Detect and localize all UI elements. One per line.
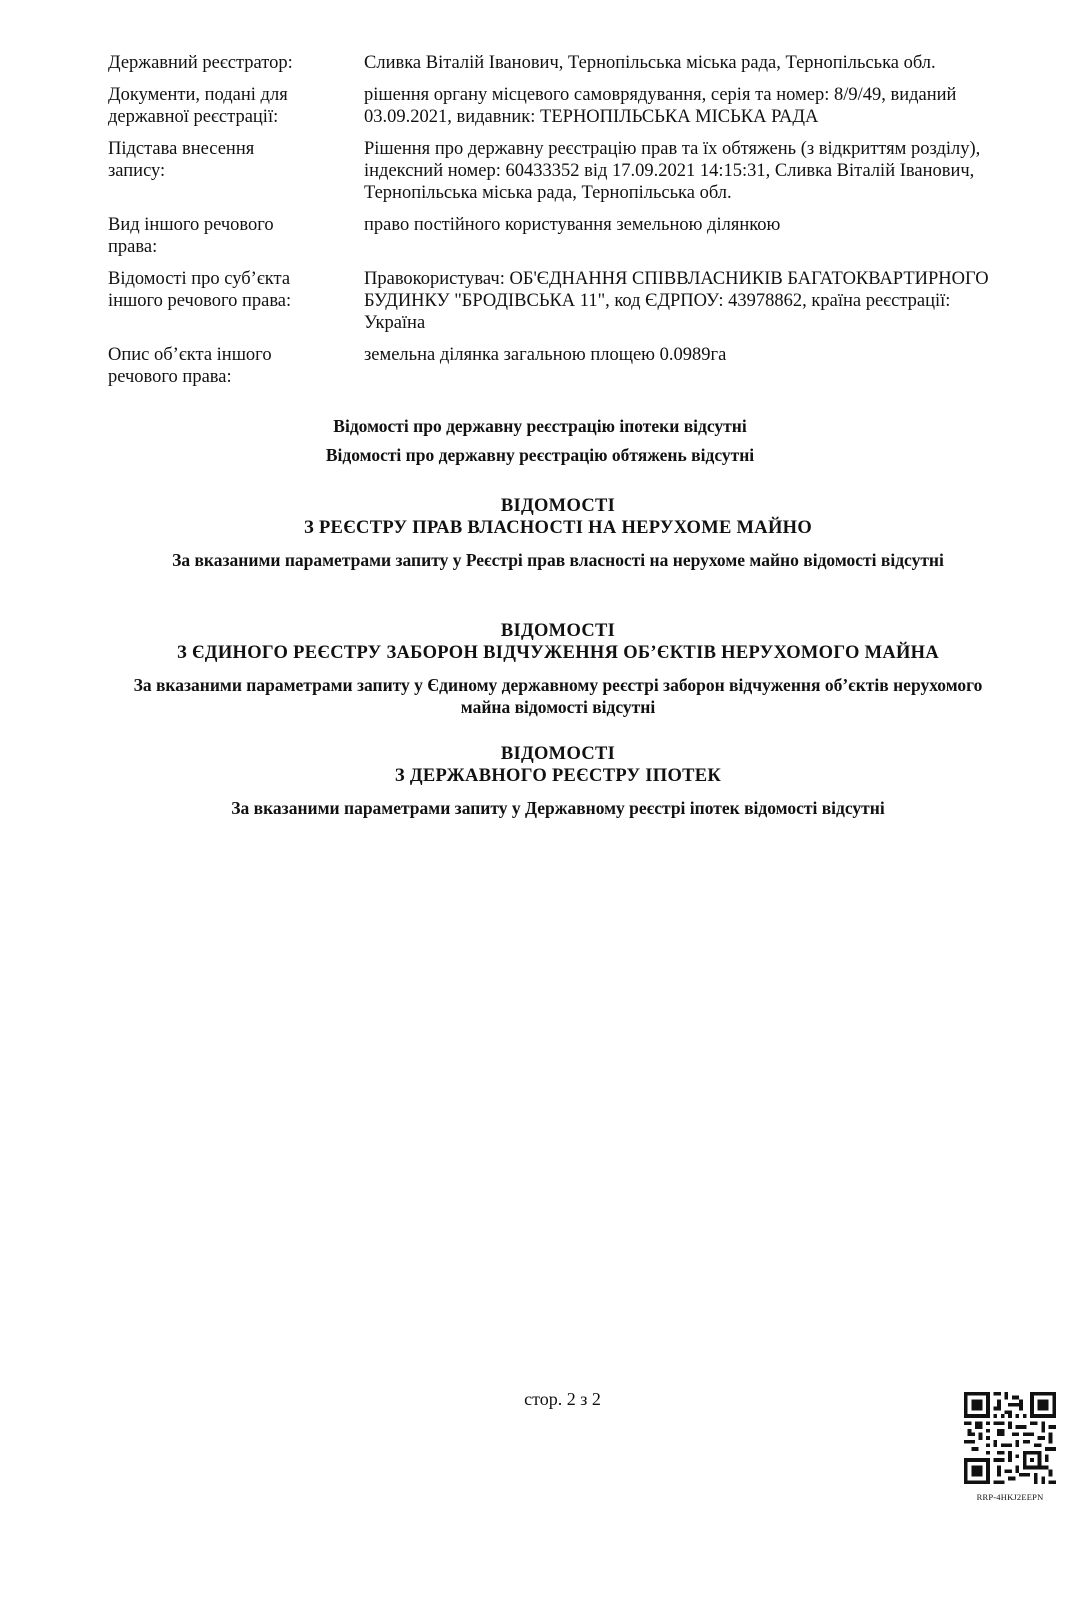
section-subheading: З РЕЄСТРУ ПРАВ ВЛАСНОСТІ НА НЕРУХОМЕ МАЙНО (303, 518, 813, 538)
section-property-rights-registry (108, 495, 1008, 571)
section-body: За вказаними параметрами запиту у Єдиному державному реєстрі заборон відчуження об’єктів нерухомого майна відомості відсутні (133, 675, 983, 717)
record-basis (108, 138, 1008, 204)
document-code: RRP-4HKJ2EEPN (976, 1492, 1044, 1502)
record-value: Правокористувач: ОБ'ЄДНАННЯ СПІВВЛАСНИКІВ БАГАТОКВАРТИРНОГО БУДИНКУ "БРОДІВСЬКА 11", код ЄДРПОУ: 43978862, країна реєстрації: Україна (364, 269, 989, 333)
record-label: Державний реєстратор: (108, 53, 293, 73)
section-alienation-ban-registry (108, 620, 1008, 718)
page-number: стор. 2 з 2 (524, 1389, 601, 1409)
record-table (108, 52, 1008, 398)
qr-code-icon (964, 1392, 1056, 1484)
section-heading: ВІДОМОСТІ (500, 496, 616, 516)
encumbrance-absent-notice: Відомості про державну реєстрацію обтяжень відсутні (325, 445, 755, 465)
record-label: Підстава внесення запису: (108, 139, 255, 181)
section-mortgage-registry (108, 743, 1008, 819)
record-value: право постійного користування земельною ділянкою (364, 215, 781, 235)
record-right-type (108, 214, 1008, 258)
record-value: рішення органу місцевого самоврядування, серія та номер: 8/9/49, виданий 03.09.2021, видавник: ТЕРНОПІЛЬСЬКА МІСЬКА РАДА (364, 85, 957, 127)
record-documents (108, 84, 1008, 128)
record-registrar (108, 52, 1008, 74)
section-heading: ВІДОМОСТІ (500, 744, 616, 764)
record-value: Сливка Віталій Іванович, Тернопільська міська рада, Тернопільська обл. (364, 53, 936, 73)
record-label: Опис об’єкта іншого речового права: (108, 345, 272, 387)
section-subheading: З ДЕРЖАВНОГО РЕЄСТРУ ІПОТЕК (394, 766, 722, 786)
record-label: Відомості про суб’єкта іншого речового права: (108, 269, 292, 311)
section-body: За вказаними параметрами запиту у Реєстрі прав власності на нерухоме майно відомості відсутні (172, 550, 944, 570)
record-label: Документи, подані для державної реєстрації: (108, 85, 288, 127)
record-value: Рішення про державну реєстрацію прав та їх обтяжень (з відкриттям розділу), індексний номер: 60433352 від 17.09.2021 14:15:31, Сливка Віталій Іванович, Тернопільська міська рада, Тернопільська обл. (364, 139, 981, 203)
section-subheading: З ЄДИНОГО РЕЄСТРУ ЗАБОРОН ВІДЧУЖЕННЯ ОБ’ЄКТІВ НЕРУХОМОГО МАЙНА (176, 643, 940, 663)
record-object-description (108, 344, 1008, 388)
record-label: Вид іншого речового права: (108, 215, 274, 257)
section-body: За вказаними параметрами запиту у Державному реєстрі іпотек відомості відсутні (231, 798, 885, 818)
record-value: земельна ділянка загальною площею 0.0989га (364, 345, 727, 365)
mortgage-absent-notice: Відомості про державну реєстрацію іпотеки відсутні (333, 416, 747, 436)
section-heading: ВІДОМОСТІ (500, 621, 616, 641)
record-subject (108, 268, 1008, 334)
